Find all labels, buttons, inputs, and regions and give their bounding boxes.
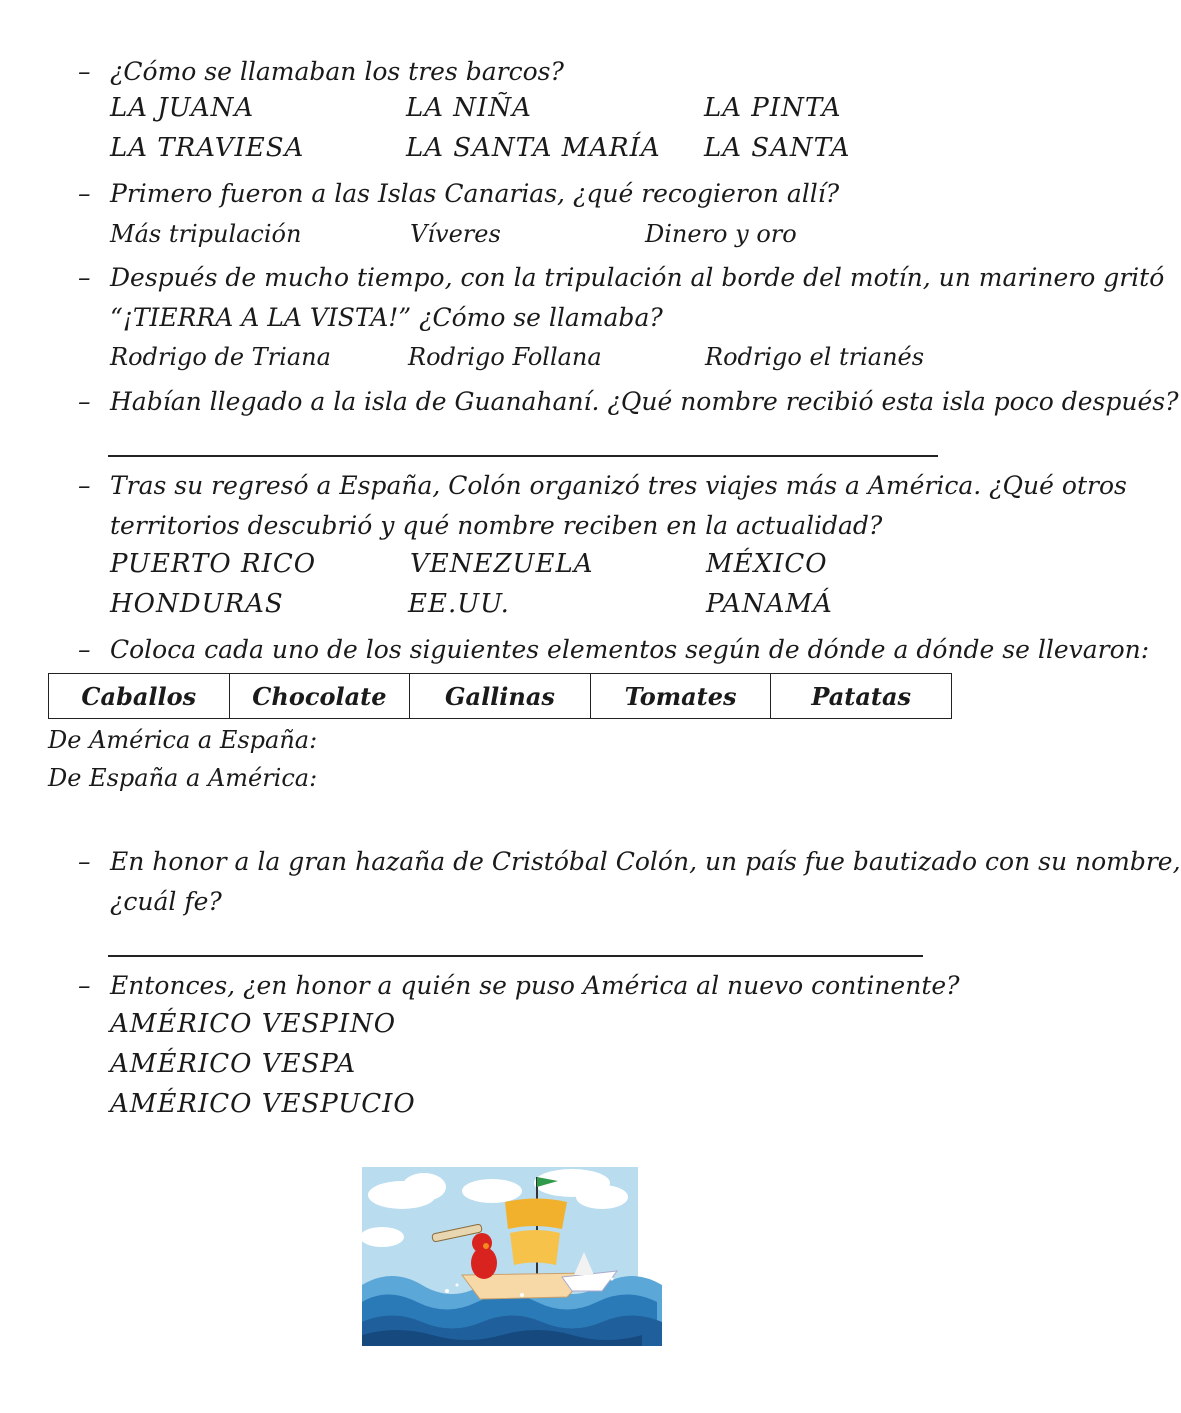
- question-dash: –: [78, 971, 91, 1000]
- option-sailor[interactable]: Rodrigo Follana: [408, 343, 602, 371]
- option-ship[interactable]: LA PINTA: [704, 93, 842, 123]
- question-text: Entonces, ¿en honor a quién se puso América al nuevo continente?: [110, 971, 960, 1000]
- option-ship[interactable]: LA SANTA: [704, 133, 851, 163]
- option-name[interactable]: AMÉRICO VESPA: [110, 1049, 357, 1079]
- item-gallinas[interactable]: Gallinas: [410, 674, 591, 719]
- option-territory[interactable]: PANAMÁ: [706, 589, 833, 619]
- ship-illustration: [362, 1167, 638, 1346]
- item-chocolate[interactable]: Chocolate: [229, 674, 410, 719]
- label-spain-to-america: De España a América:: [48, 764, 318, 792]
- items-table: [48, 673, 952, 719]
- option-sailor[interactable]: Rodrigo de Triana: [110, 343, 331, 371]
- question-text-line2: ¿cuál fe?: [110, 887, 222, 916]
- question-text-line2: territorios descubrió y qué nombre reciben en la actualidad?: [110, 511, 883, 540]
- option-name[interactable]: AMÉRICO VESPUCIO: [110, 1089, 416, 1119]
- option-territory[interactable]: EE.UU.: [408, 589, 510, 619]
- question-text: Habían llegado a la isla de Guanahaní. ¿Qué nombre recibió esta isla poco después?: [110, 387, 1179, 416]
- option-supply[interactable]: Víveres: [410, 220, 501, 248]
- question-text: Primero fueron a las Islas Canarias, ¿qué recogieron allí?: [110, 179, 840, 208]
- option-supply[interactable]: Dinero y oro: [645, 220, 797, 248]
- question-dash: –: [78, 847, 91, 876]
- option-supply[interactable]: Más tripulación: [110, 220, 302, 248]
- option-sailor[interactable]: Rodrigo el trianés: [705, 343, 925, 371]
- option-territory[interactable]: HONDURAS: [110, 589, 284, 619]
- answer-line-country[interactable]: [108, 955, 923, 957]
- option-ship[interactable]: LA JUANA: [110, 93, 255, 123]
- question-text-line1: En honor a la gran hazaña de Cristóbal Colón, un país fue bautizado con su nombre,: [110, 847, 1181, 876]
- option-ship[interactable]: LA NIÑA: [406, 93, 532, 123]
- label-america-to-spain: De América a España:: [48, 726, 318, 754]
- question-text: Coloca cada uno de los siguientes elementos según de dónde a dónde se llevaron:: [110, 635, 1150, 664]
- question-dash: –: [78, 263, 91, 292]
- option-name[interactable]: AMÉRICO VESPINO: [110, 1009, 397, 1039]
- question-dash: –: [78, 57, 91, 86]
- question-dash: –: [78, 179, 91, 208]
- option-ship[interactable]: LA SANTA MARÍA: [406, 133, 661, 163]
- question-dash: –: [78, 471, 91, 500]
- answer-line-guanahani[interactable]: [108, 455, 938, 457]
- question-dash: –: [78, 635, 91, 664]
- question-dash: –: [78, 387, 91, 416]
- question-text-line1: Tras su regresó a España, Colón organizó tres viajes más a América. ¿Qué otros: [110, 471, 1127, 500]
- question-text: ¿Cómo se llamaban los tres barcos?: [110, 57, 564, 86]
- option-territory[interactable]: PUERTO RICO: [110, 549, 317, 579]
- item-patatas[interactable]: Patatas: [771, 674, 952, 719]
- question-text-line1: Después de mucho tiempo, con la tripulación al borde del motín, un marinero gritó: [110, 263, 1165, 292]
- item-tomates[interactable]: Tomates: [590, 674, 771, 719]
- question-text-line2: “¡TIERRA A LA VISTA!” ¿Cómo se llamaba?: [110, 303, 663, 332]
- option-territory[interactable]: MÉXICO: [706, 549, 828, 579]
- item-caballos[interactable]: Caballos: [49, 674, 230, 719]
- option-territory[interactable]: VENEZUELA: [410, 549, 594, 579]
- option-ship[interactable]: LA TRAVIESA: [110, 133, 305, 163]
